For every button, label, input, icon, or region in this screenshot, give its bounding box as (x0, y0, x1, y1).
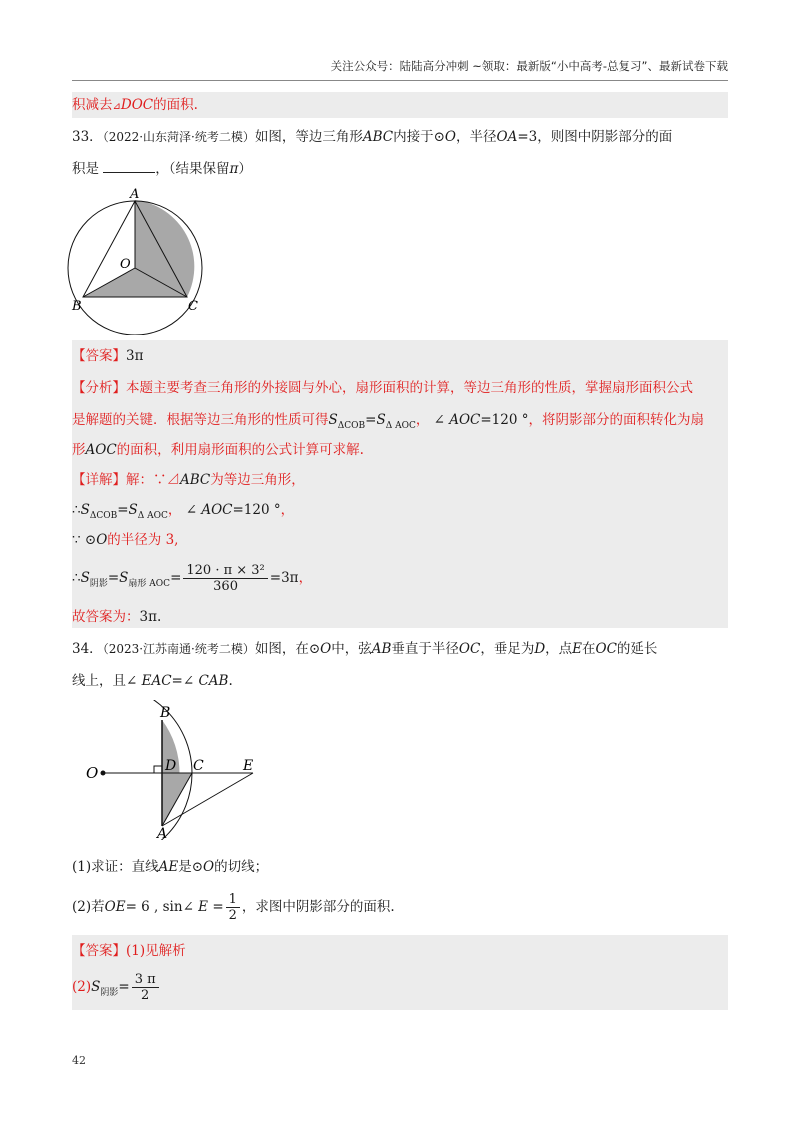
page-header: 关注公众号：陆陆高分冲刺 ~领取：最新版“小中高考-总复习”、最新试卷下载 (330, 59, 728, 73)
center-dot (101, 771, 106, 776)
q33-analysis-line3: 形AOC的面积，利用扇形面积的公式计算可求解. (72, 442, 364, 458)
q34-answer-1: 【答案】(1)见解析 (72, 943, 186, 959)
q33-stem-line2: 积是 ，（结果保留π） (72, 161, 252, 177)
previous-solution-text: 积减去⊿DOC的面积. (72, 97, 198, 113)
label-c: C (193, 758, 204, 774)
label-o: O (86, 764, 99, 782)
q33-detail-line4: $\therefore S_{阴影}=S_{扇形 AOC}=$ $\frac{\text{120 · π × 3²}}{360}$ =3π， (72, 563, 313, 594)
q33-analysis-line1: 【分析】本题主要考查三角形的外接圆与外心，扇形面积的计算，等边三角形的性质，掌握扇形面积公式 (72, 380, 693, 396)
page-number: 42 (72, 1054, 86, 1067)
label-d: D (165, 758, 177, 774)
q34-part1: (1)求证：直线AE是⊙O的切线； (72, 859, 269, 875)
q34-answer-2: $(2)S_{阴影}=$ $\frac{3 \pi}{2}$ (72, 970, 161, 1010)
header-divider (72, 80, 728, 81)
q34-figure (60, 700, 270, 840)
label-a: A (130, 187, 140, 202)
q33-figure (60, 185, 220, 335)
q33-detail-line2: $\therefore S_{\Delta COB}=S_{\Delta AOC}$， ∠ AOC=120 °， (72, 502, 295, 521)
right-angle-mark (154, 766, 162, 773)
q33-fraction: $\frac{\text{120 · π × 3²}}{360}$ (183, 563, 267, 594)
q34-fraction-half: $\frac{1}{2}$ (226, 892, 240, 923)
q33-analysis-line2: 是解题的关键．根据等边三角形的性质可得$S_{\Delta COB}=S_{\Delta AOC}$， ∠ AOC=120 °，将阴影部分的面积转化为扇 (72, 412, 704, 431)
q34-part2: (2)若OE= 6 , sin∠ E = $\frac{1}{2}$ ，求图中阴影部分的面积. (72, 892, 395, 923)
q33-detail-line1: 【详解】解：∵⊿ABC为等边三角形， (72, 472, 305, 488)
label-o: O (120, 257, 131, 272)
label-b: B (72, 299, 82, 314)
label-c: C (188, 299, 198, 314)
q33-answer: 【答案】3π (72, 348, 144, 364)
label-b: B (160, 705, 171, 721)
q34-stem-line1: 34．（2023·江苏南通·统考二模）如图，在⊙O中，弦AB垂直于半径OC，垂足为D，点E在OC的延长 (72, 641, 658, 657)
q34-stem-line2: 线上，且∠ EAC=∠ CAB. (72, 673, 233, 689)
q34-answer-fraction: $\frac{3 \pi}{2}$ (132, 972, 159, 1003)
answer-blank (103, 160, 155, 173)
label-e: E (243, 758, 254, 774)
q33-final-answer: 故答案为：3π. (72, 609, 162, 625)
q33-detail-line3: ∵ ⊙O的半径为 3, (72, 532, 179, 548)
q33-stem-line1: 33．（2022·山东菏泽·统考二模）如图，等边三角形ABC内接于⊙O，半径OA=3，则图中阴影部分的面 (72, 129, 673, 145)
label-a: A (157, 826, 168, 840)
